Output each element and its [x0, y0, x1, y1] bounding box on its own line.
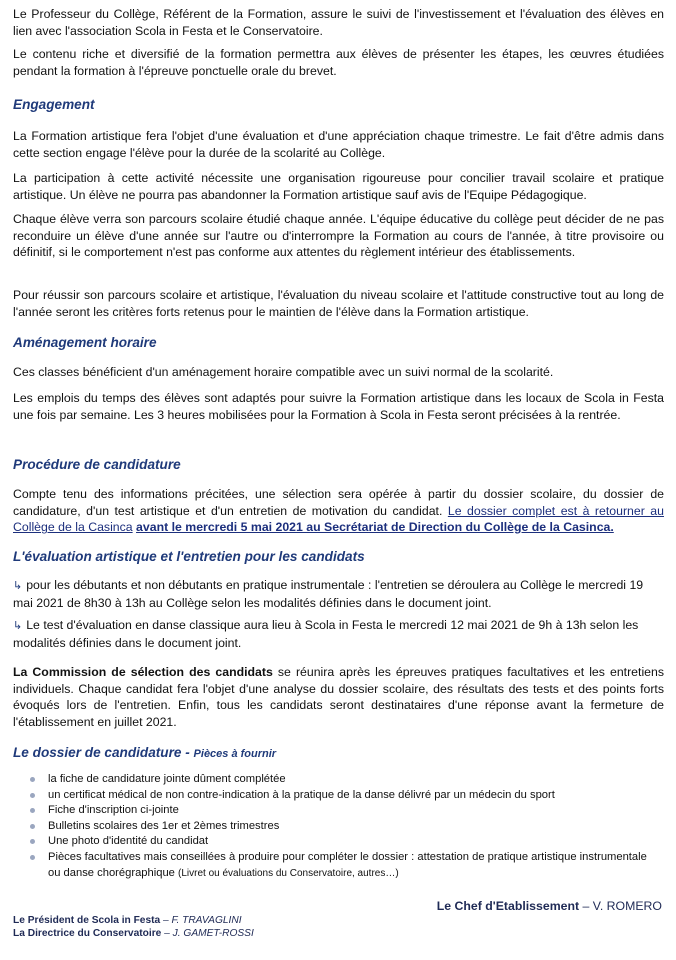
evaluation-item-2-text: Le test d'évaluation en danse classique aura lieu à Scola in Festa le mercredi 12 mai 2021 de 9h à 13h selon les modalités définies dans le document joint.: [13, 618, 639, 650]
amenagement-heading: Aménagement horaire: [13, 335, 157, 350]
bullet-icon: [30, 793, 35, 798]
directrice-signature: [13, 928, 254, 940]
dossier-heading: [13, 744, 276, 763]
engagement-paragraph-4: Pour réussir son parcours scolaire et artistique, l'évaluation du niveau scolaire et l'attitude constructive tout au long de l'année seront les critères forts retenus pour le maintien de l'élève dans la Formation artistique.: [13, 288, 664, 319]
dossier-title: Le dossier de candidature -: [13, 745, 194, 760]
list-item: la fiche de candidature jointe dûment complétée: [29, 772, 649, 788]
bullet-icon: [30, 777, 35, 782]
president-name: – F. TRAVAGLINI: [160, 915, 242, 926]
dossier-subtitle: Pièces à fournir: [193, 748, 277, 760]
chef-label: Le Chef d'Etablissement: [436, 899, 580, 913]
chef-signature: [437, 898, 662, 915]
directrice-label: La Directrice du Conservatoire: [13, 928, 162, 939]
commission-paragraph: [13, 664, 664, 730]
engagement-heading: Engagement: [13, 97, 95, 112]
president-label: Le Président de Scola in Festa: [13, 915, 161, 926]
procedure-heading: Procédure de candidature: [13, 457, 181, 472]
commission-text: se réunira après les épreuves pratiques facultatives et les entretiens individuels. Chaque candidat fera l'objet d'une analyse du dossier scolaire, des résultats des tests et des points forts évoqués lors de l'entretien. Enfin, tous les candidats seront destinataires d'une réponse avant la fermeture de l'établissement en juillet 2021.: [13, 665, 664, 729]
evaluation-item-1-text: pour les débutants et non débutants en pratique instrumentale : l'entretien se déroulera au Collège le mercredi 19 mai 2021 de 8h30 à 13h au Collège selon les modalités définies dans le document joint.: [13, 578, 644, 610]
pieces-list: [29, 772, 649, 881]
procedure-deadline-link[interactable]: avant le mercredi 5 mai 2021 au Secrétariat de Direction du Collège de la Casinca.: [136, 520, 614, 535]
chef-name: – V. ROMERO: [579, 899, 662, 913]
list-item: Fiche d'inscription ci-jointe: [29, 803, 649, 819]
intro-paragraph-2: Le contenu riche et diversifié de la formation permettra aux élèves de présenter les étapes, les œuvres étudiées pendant la formation à l'épreuve ponctuelle orale du brevet.: [13, 47, 664, 78]
amenagement-paragraph-2: Les emplois du temps des élèves sont adaptés pour suivre la Formation artistique dans les locaux de Scola in Festa une fois par semaine. Les 3 heures mobilisées pour la Formation à Scola in Festa seront précisées à la rentrée.: [13, 391, 664, 422]
bullet-icon: [30, 839, 35, 844]
president-signature: [13, 915, 242, 927]
procedure-return-link[interactable]: Le dossier complet est à retourner au Collège de la Casinca: [13, 503, 664, 535]
commission-label: La Commission de sélection des candidats: [13, 665, 273, 679]
list-item: un certificat médical de non contre-indication à la pratique de la danse délivré par un médecin du sport: [29, 788, 649, 804]
engagement-paragraph-2: La participation à cette activité nécessite une organisation rigoureuse pour concilier travail scolaire et pratique artistique. Un élève ne pourra pas abandonner la Formation artistique sauf avis de l'Equipe Pédagogique.: [13, 171, 664, 202]
amenagement-paragraph-1: Ces classes bénéficient d'un aménagement horaire compatible avec un suivi normal de la scolarité.: [13, 365, 554, 379]
engagement-paragraph-3: Chaque élève verra son parcours scolaire étudié chaque année. L'équipe éducative du collège peut décider de ne pas reconduire un élève d'une année sur l'autre ou d'interrompre la Formation au cours de l'année, à titre provisoire ou définitif, si le comportement n'est pas conforme aux attentes du règlement intérieur des établissements.: [13, 212, 664, 260]
evaluation-item-1: [13, 577, 664, 611]
evaluation-heading: L'évaluation artistique et l'entretien pour les candidats: [13, 549, 365, 564]
arrow-icon: ↳: [13, 620, 23, 632]
list-item-note: (Livret ou évaluations du Conservatoire, autres…): [178, 867, 399, 879]
bullet-icon: [30, 808, 35, 813]
procedure-paragraph: [13, 486, 664, 536]
bullet-icon: [30, 824, 35, 829]
list-item: Une photo d'identité du candidat: [29, 834, 649, 850]
list-item: Bulletins scolaires des 1er et 2èmes trimestres: [29, 819, 649, 835]
intro-paragraph-1: Le Professeur du Collège, Référent de la Formation, assure le suivi de l'investissement et l'évaluation des élèves en lien avec l'association Scola in Festa et le Conservatoire.: [13, 7, 664, 38]
procedure-text: Compte tenu des informations précitées, une sélection sera opérée à partir du dossier scolaire, du dossier de candidature, d'un test artistique et d'un entretien de motivation du candidat.: [13, 487, 664, 518]
arrow-icon: ↳: [13, 580, 23, 592]
evaluation-item-2: [13, 617, 664, 651]
list-item: Pièces facultatives mais conseillées à produire pour compléter le dossier : attestation de pratique artistique instrumentale ou danse chorégraphique (Livret ou évaluations du Conservatoire, autres…): [29, 850, 649, 881]
bullet-icon: [30, 855, 35, 860]
directrice-name: – J. GAMET-ROSSI: [161, 928, 254, 939]
engagement-paragraph-1: La Formation artistique fera l'objet d'une évaluation et d'une appréciation chaque trimestre. Le fait d'être admis dans cette section engage l'élève pour la durée de la scolarité au Collège.: [13, 129, 664, 160]
